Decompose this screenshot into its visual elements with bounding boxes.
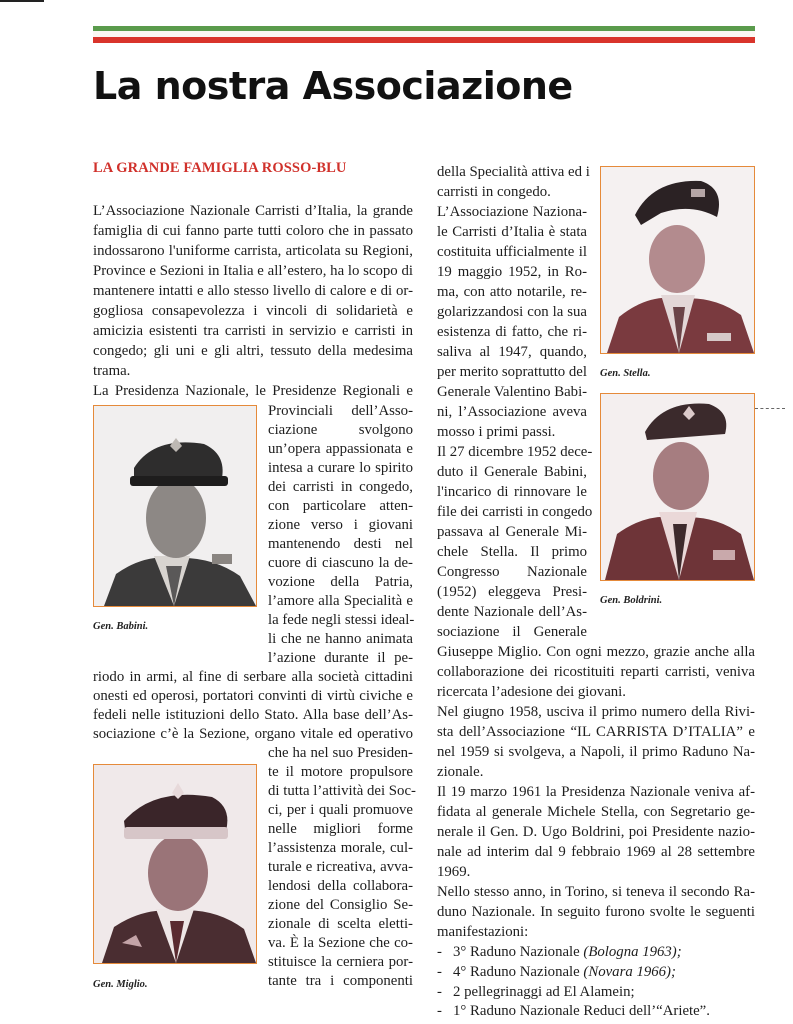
text-line: te il motore propulsore xyxy=(268,764,413,780)
list-bullet: - xyxy=(437,1003,442,1019)
text-line: 19 maggio 1952, in Ro- xyxy=(437,264,587,280)
text-line: collaborazione dei ricostituiti reparti carristi, veniva xyxy=(437,664,755,680)
text-line: (1952) eleggeva Presi- xyxy=(437,584,587,600)
text-line: l’azione durante il pe- xyxy=(268,650,413,666)
text-line: fedeli nelle istituzioni dello Stato. Alla base dell’As- xyxy=(93,707,413,723)
text-line: onesti ed operosi, portatori convinti di virtù civiche e xyxy=(93,688,413,704)
text-line: l’amore alla Specialità e xyxy=(268,593,413,609)
list-bullet: - xyxy=(437,944,442,960)
text-line: Nel giugno 1958, usciva il primo numero della Rivi- xyxy=(437,704,755,720)
text-line: saliva al 1947, quando, xyxy=(437,344,587,360)
text-line: sociazione c’è la Sezione, organo vitale ed operativo xyxy=(93,726,413,742)
text-line: Generale Valentino Babi- xyxy=(437,384,588,400)
text-line: fidata al generale Michele Stella, con Segretario ge- xyxy=(437,804,755,820)
portrait-miglio-image xyxy=(94,765,256,963)
photo-gen-babini xyxy=(93,405,257,607)
text-line: esistenza di fatto, che ri- xyxy=(437,324,587,340)
list-item-text: 1° Raduno Nazionale Reduci dell’“Ariete”. xyxy=(453,1003,710,1019)
list-item-text: 3° Raduno Nazionale xyxy=(453,944,584,960)
list-item xyxy=(437,1001,755,1021)
text-line: file dei carristi in congedo xyxy=(437,504,593,520)
text-line: va. È la Sezione che co- xyxy=(268,935,413,951)
text-line: congedo; gli uni e gli altri, tessuto della medesima xyxy=(93,343,413,359)
text-line: nale ad interim dal 9 febbraio 1969 al 28 settembre xyxy=(437,844,755,860)
text-line: sociazione il Generale xyxy=(437,624,587,640)
text-line: Giuseppe Miglio. Con ogni mezzo, grazie anche alla xyxy=(437,644,755,660)
text-line: ciazione svolgono xyxy=(268,422,413,438)
text-line: li che ne hanno animata xyxy=(268,631,413,647)
text-line: zionale. xyxy=(437,764,484,780)
text-line: carristi in congedo. xyxy=(437,184,551,200)
list-item xyxy=(437,982,755,1002)
caption-gen-miglio: Gen. Miglio. xyxy=(93,979,148,990)
photo-gen-boldrini xyxy=(600,393,755,581)
tricolor-stripe-red xyxy=(93,37,755,43)
text-line: L’Associazione Nazionale Carristi d’Italia, la grande xyxy=(93,203,413,219)
text-line: intesa a curare lo spirito xyxy=(268,460,413,476)
corner-scan-mark xyxy=(0,0,44,2)
text-line: La Presidenza Nazionale, le Presidenze Regionali e xyxy=(93,383,413,399)
list-item-note: (Bologna 1963); xyxy=(583,944,682,960)
text-line: nelle migliori forme xyxy=(268,821,413,837)
text-line: mantenere intatti e allo stesso livello di calore e di or- xyxy=(93,283,413,299)
text-line: Province e Sezioni in Italia e all’estero, ha lo scopo di xyxy=(93,263,413,279)
text-line: un’opera appassionata e xyxy=(268,441,413,457)
text-line: Provinciali dell’Asso- xyxy=(268,403,413,419)
text-line: della Specialità attiva ed i xyxy=(437,164,590,180)
text-line: ni, l’Associazione aveva xyxy=(437,404,587,420)
text-line: sta dell’Associazione “IL CARRISTA D’ITALIA” e xyxy=(437,724,755,740)
text-line: nel 1959 si svolgeva, a Napoli, il primo Raduno Na- xyxy=(437,744,755,760)
text-line: mosso i primi passi. xyxy=(437,424,556,440)
text-line: Il 19 marzo 1961 la Presidenza Nazionale veniva af- xyxy=(437,784,755,800)
text-line: tante tra i componenti xyxy=(268,973,413,989)
text-line: la fede negli stessi ideal- xyxy=(268,612,415,628)
photo-gen-stella xyxy=(600,166,755,354)
text-line: duno Nazionale. In seguito furono svolte le seguenti xyxy=(437,904,755,920)
text-line: manifestazioni: xyxy=(437,924,529,940)
caption-gen-stella: Gen. Stella. xyxy=(600,368,651,379)
text-line: Nello stesso anno, in Torino, si teneva il secondo Ra- xyxy=(437,884,755,900)
text-line: nerale il Gen. D. Ugo Boldrini, poi Presidente nazio- xyxy=(437,824,755,840)
text-line: amicizia esistenti tra carristi in servizio e carristi in xyxy=(93,323,413,339)
text-line: vozione della Patria, xyxy=(268,574,413,590)
text-line: trama. xyxy=(93,363,131,379)
text-line: zione del Consiglio Se- xyxy=(268,897,413,913)
section-heading: LA GRANDE FAMIGLIA ROSSO-BLU xyxy=(93,160,347,176)
text-line: che ha nel suo Presiden- xyxy=(268,745,413,761)
text-line: l’assistenza morale, cul- xyxy=(268,840,413,856)
text-line: dente Nazionale dell’As- xyxy=(437,604,587,620)
caption-gen-babini: Gen. Babini. xyxy=(93,621,149,632)
text-line: dei carristi in congedo, xyxy=(268,479,413,495)
text-line: con particolare atten- xyxy=(268,498,413,514)
text-line: ricercata l’adesione dei giovani. xyxy=(437,684,626,700)
caption-gen-boldrini: Gen. Boldrini. xyxy=(600,595,663,606)
portrait-babini-image xyxy=(94,406,256,606)
list-bullet: - xyxy=(437,964,442,980)
text-line: per merito soprattutto del xyxy=(437,364,587,380)
list-item xyxy=(437,962,755,982)
text-line: cuore di ciascuno la de- xyxy=(268,555,413,571)
text-line: turale e ricreativa, avva- xyxy=(268,859,413,875)
text-line: zionale di scelta eletti- xyxy=(268,916,413,932)
list-item xyxy=(437,942,755,962)
text-line: le Carristi d’Italia è stata xyxy=(437,224,587,240)
text-line: di tutta l’attività dei Soc- xyxy=(268,783,416,799)
text-line: duto il Generale Babini, xyxy=(437,464,587,480)
list-item-text: 2 pellegrinaggi ad El Alamein; xyxy=(453,984,635,1000)
text-line: mantenendo desti nel xyxy=(268,536,413,552)
text-line: passava al Generale Mi- xyxy=(437,524,587,540)
text-line: ma, con atto notarile, re- xyxy=(437,284,587,300)
scan-artifact-line xyxy=(755,408,785,409)
text-line: golarizzandosi con la sua xyxy=(437,304,587,320)
list-bullet: - xyxy=(437,984,442,1000)
text-line: zione verso i giovani xyxy=(268,517,413,533)
text-line: chele Stella. Il primo xyxy=(437,544,587,560)
page-title: La nostra Associazione xyxy=(93,64,573,108)
text-line: stituisce la cerniera por- xyxy=(268,954,413,970)
text-line: indossarono l'uniforme carrista, articolata su Regioni, xyxy=(93,243,413,259)
text-line: Congresso Nazionale xyxy=(437,564,587,580)
text-line: ci, per i quali promuove xyxy=(268,802,413,818)
photo-gen-miglio xyxy=(93,764,257,964)
portrait-stella-image xyxy=(601,167,754,353)
list-item-text: 4° Raduno Nazionale xyxy=(453,964,584,980)
text-line: famiglia di cui fanno parte tutti coloro che in passato xyxy=(93,223,413,239)
text-line: Il 27 dicembre 1952 dece- xyxy=(437,444,593,460)
text-line: 1969. xyxy=(437,864,471,880)
text-line: L’Associazione Naziona- xyxy=(437,204,587,220)
text-line: l'incarico di rinnovare le xyxy=(437,484,587,500)
text-line: riodo in armi, al fine di serbare alla società cittadini xyxy=(93,669,413,685)
text-line: gogliosa consapevolezza i vincoli di solidarietà e xyxy=(93,303,413,319)
text-line: costituita ufficialmente il xyxy=(437,244,587,260)
list-item-note: (Novara 1966); xyxy=(583,964,676,980)
text-line: lendosi della collabora- xyxy=(268,878,413,894)
portrait-boldrini-image xyxy=(601,394,754,580)
